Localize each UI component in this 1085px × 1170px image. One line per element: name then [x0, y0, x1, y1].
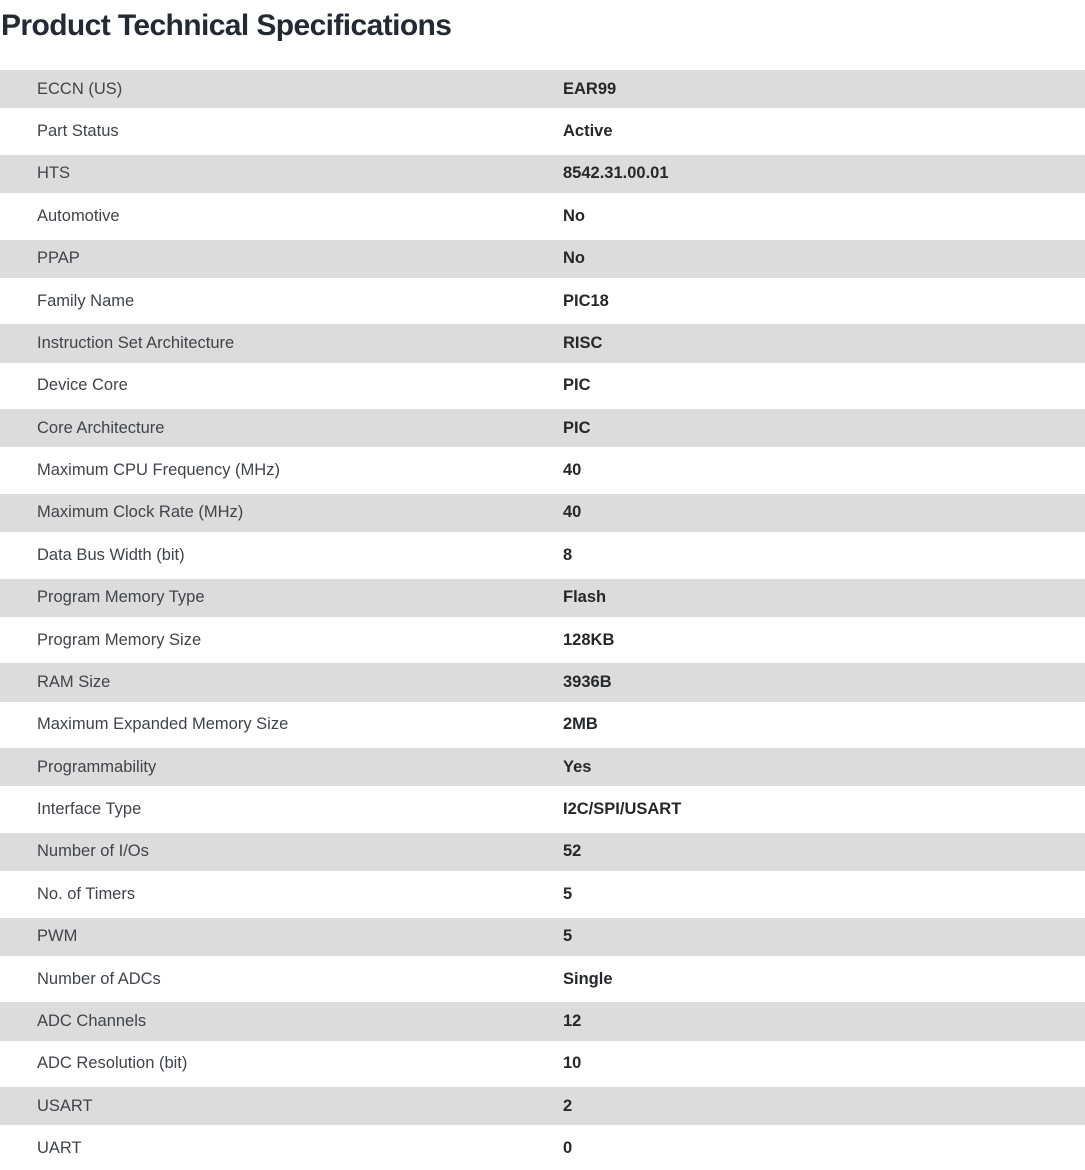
spec-row — [0, 322, 1085, 364]
spec-label: RAM Size — [37, 672, 111, 691]
spec-label: Number of ADCs — [37, 969, 161, 988]
spec-row — [0, 407, 1085, 449]
spec-label: ECCN (US) — [37, 79, 123, 98]
spec-label: Maximum CPU Frequency (MHz) — [37, 461, 280, 480]
specs-header — [0, 0, 1085, 68]
spec-label: Programmability — [37, 757, 157, 776]
spec-row — [0, 153, 1085, 195]
spec-row — [0, 238, 1085, 280]
spec-value: Active — [563, 122, 613, 141]
spec-row — [0, 195, 1085, 237]
spec-label: HTS — [37, 164, 70, 183]
spec-label: Device Core — [37, 376, 128, 395]
spec-row — [0, 68, 1085, 110]
spec-label: Part Status — [37, 122, 119, 141]
spec-row — [0, 788, 1085, 830]
spec-label: ADC Resolution (bit) — [37, 1054, 188, 1073]
spec-value: RISC — [563, 333, 603, 352]
spec-value: No — [563, 249, 585, 268]
spec-row — [0, 1085, 1085, 1127]
spec-label: Program Memory Size — [37, 630, 202, 649]
spec-label: ADC Channels — [37, 1011, 147, 1030]
spec-value: 3936B — [563, 672, 612, 691]
spec-row — [0, 619, 1085, 661]
spec-label: Family Name — [37, 291, 135, 310]
spec-label: PWM — [37, 927, 78, 946]
spec-row — [0, 1043, 1085, 1085]
spec-label: Maximum Clock Rate (MHz) — [37, 503, 244, 522]
spec-value: PIC — [563, 418, 591, 437]
spec-row — [0, 1127, 1085, 1169]
spec-label: Interface Type — [37, 800, 142, 819]
spec-value: EAR99 — [563, 79, 617, 98]
spec-value: 2MB — [563, 715, 598, 734]
spec-label: Instruction Set Architecture — [37, 333, 235, 352]
spec-value: PIC — [563, 376, 591, 395]
spec-value: 0 — [563, 1139, 573, 1158]
spec-label: Maximum Expanded Memory Size — [37, 715, 289, 734]
spec-label: USART — [37, 1096, 93, 1115]
spec-value: Single — [563, 969, 613, 988]
spec-row — [0, 280, 1085, 322]
spec-label: Program Memory Type — [37, 588, 205, 607]
spec-value: 2 — [563, 1096, 573, 1115]
spec-label: Data Bus Width (bit) — [37, 545, 185, 564]
spec-label: PPAP — [37, 249, 80, 268]
spec-row — [0, 746, 1085, 788]
spec-value: 40 — [563, 503, 582, 522]
spec-value: 12 — [563, 1011, 582, 1030]
spec-row — [0, 449, 1085, 491]
spec-row — [0, 365, 1085, 407]
spec-value: 5 — [563, 927, 573, 946]
spec-row — [0, 831, 1085, 873]
spec-label: Core Architecture — [37, 418, 165, 437]
page-title: Product Technical Specifications — [1, 9, 452, 42]
spec-value: 52 — [563, 842, 582, 861]
spec-value: 8542.31.00.01 — [563, 164, 669, 183]
spec-row — [0, 958, 1085, 1000]
spec-row — [0, 492, 1085, 534]
spec-row — [0, 661, 1085, 703]
spec-table — [0, 68, 1085, 1170]
spec-row — [0, 873, 1085, 915]
spec-value: I2C/SPI/USART — [563, 800, 682, 819]
spec-value: 128KB — [563, 630, 615, 649]
spec-value: PIC18 — [563, 291, 609, 310]
spec-row — [0, 577, 1085, 619]
spec-label: Automotive — [37, 206, 120, 225]
spec-value: No — [563, 206, 585, 225]
spec-value: 40 — [563, 461, 582, 480]
spec-value: 5 — [563, 884, 573, 903]
spec-row — [0, 110, 1085, 152]
spec-value: 8 — [563, 545, 573, 564]
spec-label: No. of Timers — [37, 884, 136, 903]
spec-row — [0, 916, 1085, 958]
spec-value: Flash — [563, 588, 607, 607]
spec-row — [0, 534, 1085, 576]
spec-label: UART — [37, 1139, 82, 1158]
spec-row — [0, 1000, 1085, 1042]
spec-label: Number of I/Os — [37, 842, 149, 861]
spec-row — [0, 704, 1085, 746]
spec-value: 10 — [563, 1054, 582, 1073]
spec-value: Yes — [563, 757, 592, 776]
